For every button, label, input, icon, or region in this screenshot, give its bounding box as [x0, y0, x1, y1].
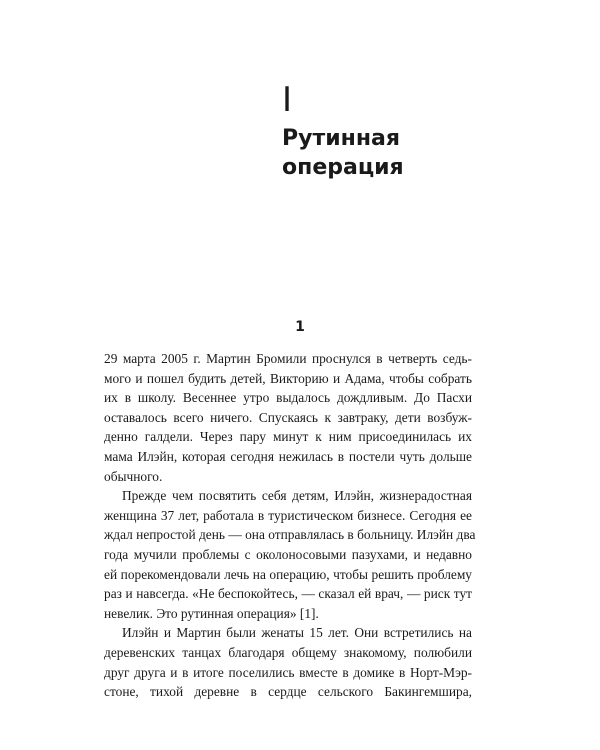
text-line: ждал непростой день — она отправлялась в больницу. Илэйн два: [104, 527, 476, 543]
text-line: мого и пошел будить детей, Викторию и Адама, чтобы собрать: [104, 370, 472, 386]
text-line: друг друга и в итоге поселились вместе в домике в Норт-Мэр-: [104, 664, 472, 680]
text-line: ей порекомендовали лечь на операцию, чтобы решить проблему: [104, 566, 472, 582]
part-title: [282, 124, 482, 182]
text-line: их в школу. Весеннее утро выдалось дождливым. До Пасхи: [104, 390, 472, 406]
text-line: стоне, тихой деревне в сердце сельского Бакингемшира,: [104, 684, 472, 700]
text-line: Прежде чем посвятить себя детям, Илэйн, жизнерадостная: [122, 488, 472, 504]
text-line: деревенских танцах благодаря общему знакомому, полюбили: [104, 644, 472, 660]
text-line: оставалось всего ничего. Спускаясь к завтраку, дети возбуж-: [104, 409, 472, 425]
text-line: Илэйн и Мартин были женаты 15 лет. Они встретились на: [122, 625, 472, 641]
paragraph-3: [104, 623, 472, 701]
text-line: 29 марта 2005 г. Мартин Бромили проснулся в четверть седь-: [104, 351, 472, 366]
text-line: раз и навсегда. «Не беспокойтесь, — сказал ей врач, — риск тут: [104, 586, 472, 602]
body-text: [104, 349, 476, 702]
paragraph-2: [104, 486, 476, 623]
text-line: женщина 37 лет, работала в туристическом бизнесе. Сегодня ее: [104, 507, 472, 523]
text-line: года мучили проблемы с околоносовыми пазухами, и недавно: [104, 546, 472, 562]
text-line: мама Илэйн, которая сегодня нежилась в постели чуть дольше: [104, 448, 472, 464]
chapter-number: 1: [295, 319, 305, 335]
part-title-line: Рутинная: [282, 126, 401, 151]
part-title-line: операция: [282, 155, 404, 180]
text-line: обычного.: [104, 468, 163, 484]
part-numeral: I: [282, 80, 293, 120]
text-line: денно галдели. Через пару минут к ним присоединилась их: [104, 429, 472, 445]
text-line: невелик. Это рутинная операция» [1].: [104, 605, 319, 621]
paragraph-1: [104, 349, 472, 486]
